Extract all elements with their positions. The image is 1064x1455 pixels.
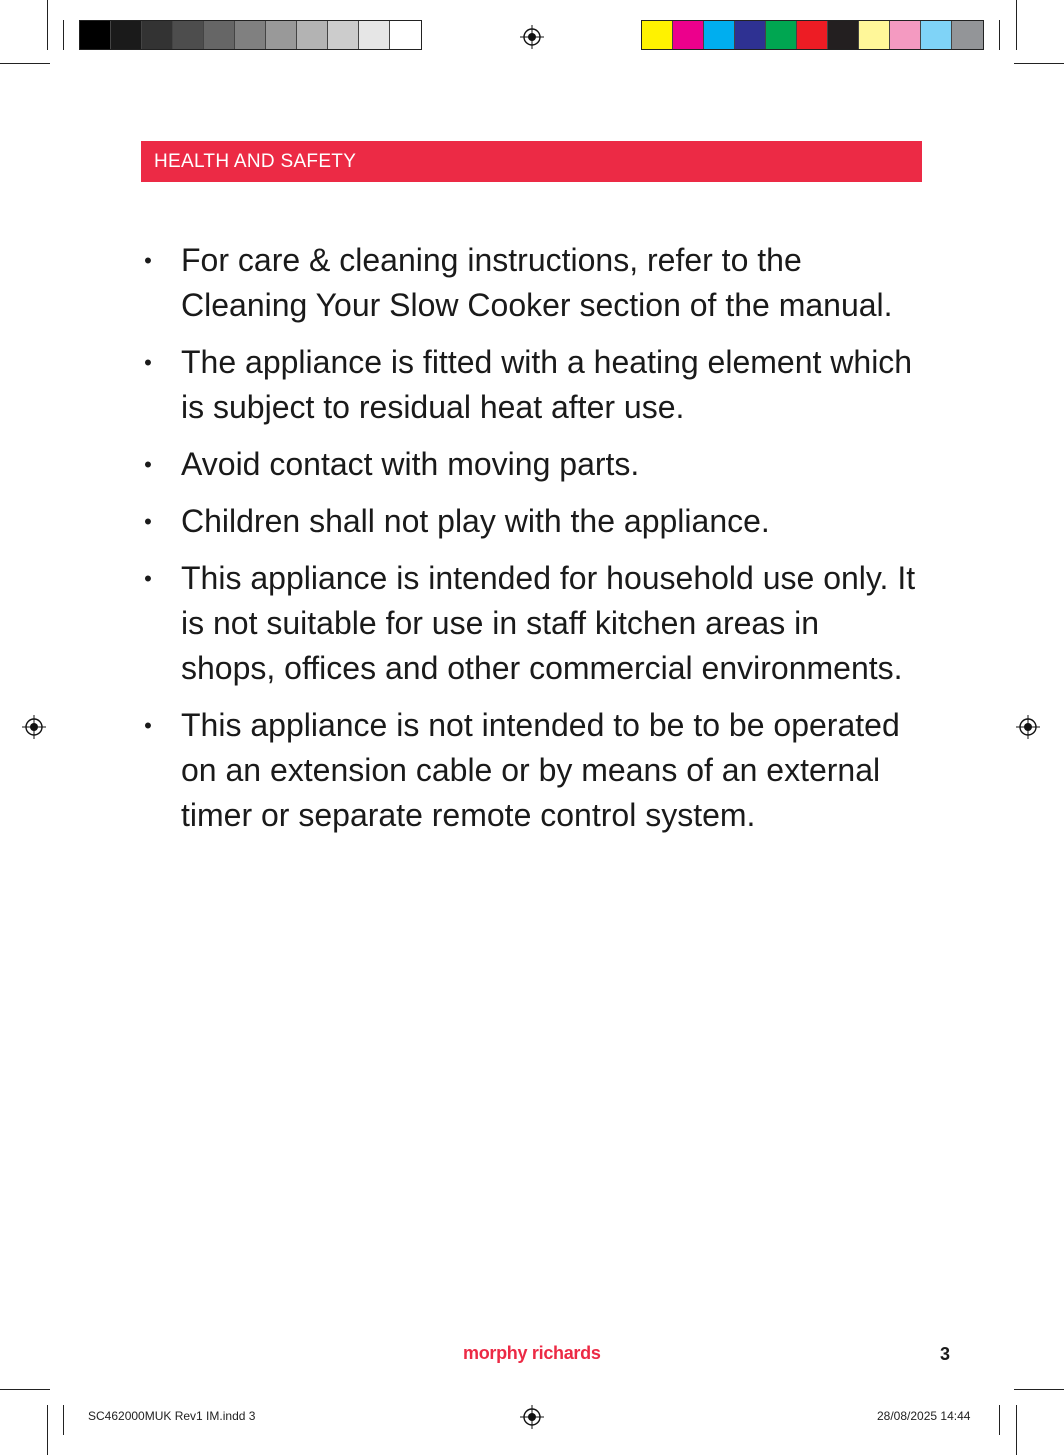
bullet-icon: • <box>144 509 152 534</box>
color-swatch <box>142 21 173 49</box>
process-color-bar <box>641 20 984 50</box>
color-swatch <box>642 21 673 49</box>
color-swatch <box>890 21 921 49</box>
registration-mark-icon <box>520 1405 544 1429</box>
section-title: HEALTH AND SAFETY <box>154 151 357 172</box>
color-swatch <box>111 21 142 49</box>
color-swatch <box>952 21 983 49</box>
bullet-icon: • <box>144 248 152 273</box>
color-swatch <box>204 21 235 49</box>
list-item-text: This appliance is not intended to be to be operated on an extension cable or by means of an external timer or separate remote control system. <box>181 707 900 833</box>
crop-mark <box>0 63 50 64</box>
registration-mark-icon <box>1016 715 1040 739</box>
color-swatch <box>735 21 766 49</box>
brand-logo: morphy richards <box>463 1343 601 1363</box>
color-swatch <box>297 21 328 49</box>
color-swatch <box>266 21 297 49</box>
crop-mark <box>47 0 48 50</box>
color-swatch <box>797 21 828 49</box>
bullet-icon: • <box>144 713 152 738</box>
list-item-text: Children shall not play with the appliance. <box>181 503 770 539</box>
color-swatch <box>766 21 797 49</box>
list-item <box>141 703 921 838</box>
list-item-text: The appliance is fitted with a heating element which is subject to residual heat after use. <box>181 344 913 425</box>
slug-line <box>63 20 64 50</box>
color-swatch <box>359 21 390 49</box>
bullet-icon: • <box>144 452 152 477</box>
color-swatch <box>828 21 859 49</box>
safety-bullet-list <box>141 238 921 850</box>
bullet-icon: • <box>144 350 152 375</box>
crop-mark <box>1016 0 1017 50</box>
color-swatch <box>859 21 890 49</box>
crop-mark <box>1016 1405 1017 1455</box>
color-swatch <box>173 21 204 49</box>
crop-mark <box>47 1405 48 1455</box>
slug-line <box>999 20 1000 50</box>
color-swatch <box>80 21 111 49</box>
color-swatch <box>704 21 735 49</box>
color-swatch <box>921 21 952 49</box>
page-number: 3 <box>940 1344 951 1364</box>
list-item-text: This appliance is intended for household use only. It is not suitable for use in staff kitchen areas in shops, offices and other commercial environments. <box>181 560 916 686</box>
list-item <box>141 340 921 430</box>
bullet-icon: • <box>144 566 152 591</box>
slug-line <box>999 1405 1000 1435</box>
slug-timestamp: 28/08/2025 14:44 <box>877 1409 971 1423</box>
slug-file-name: SC462000MUK Rev1 IM.indd 3 <box>88 1409 256 1423</box>
registration-mark-icon <box>520 25 544 49</box>
crop-mark <box>0 1389 50 1390</box>
registration-mark-icon <box>22 715 46 739</box>
list-item-text: For care & cleaning instructions, refer to the Cleaning Your Slow Cooker section of the manual. <box>181 242 893 323</box>
crop-mark <box>1014 63 1064 64</box>
list-item <box>141 442 921 487</box>
color-swatch <box>235 21 266 49</box>
list-item <box>141 499 921 544</box>
list-item-text: Avoid contact with moving parts. <box>181 446 640 482</box>
color-swatch <box>390 21 421 49</box>
grayscale-color-bar <box>79 20 422 50</box>
color-swatch <box>328 21 359 49</box>
crop-mark <box>1014 1389 1064 1390</box>
slug-line <box>63 1405 64 1435</box>
list-item <box>141 238 921 328</box>
section-header <box>141 141 922 182</box>
color-swatch <box>673 21 704 49</box>
list-item <box>141 556 921 691</box>
